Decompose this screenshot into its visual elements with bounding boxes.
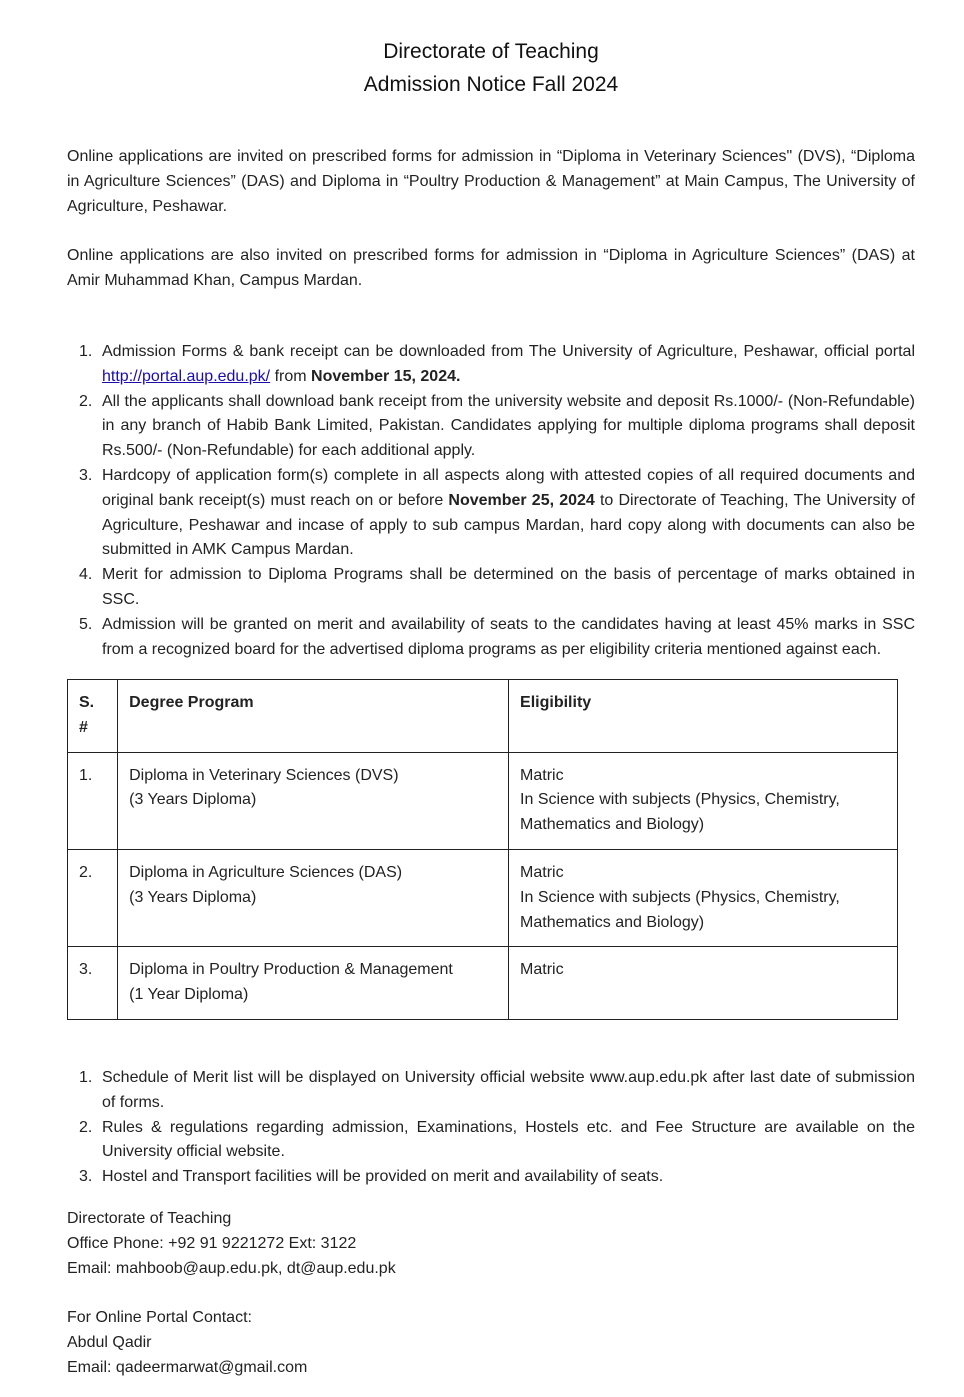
serial-cell: 3. (68, 947, 118, 1020)
list-number: 1. (79, 1069, 93, 1086)
list-number: 4. (79, 566, 93, 584)
instruction-text: to Directorate of Teaching, The University of Agriculture, Peshawar and incase of apply to sub campus Mardan, hard copy along with documents can also be submitted in AMK Campus Mardan. (102, 491, 915, 559)
contact-phone: Office Phone: +92 91 9221272 Ext: 3122 (67, 1234, 357, 1252)
note-text: Rules & regulations regarding admission, Examinations, Hostels etc. and Fee Structure are available on the University official website. (102, 1118, 915, 1161)
intro-paragraph-mardan-campus: Online applications are also invited on prescribed forms for admission in “Diploma in Agriculture Sciences” (DAS) at Amir Muhammad Khan, Campus Mardan. (67, 247, 915, 289)
program-name: Diploma in Agriculture Sciences (DAS) (129, 863, 403, 881)
programs-table (67, 679, 898, 1020)
list-number: 3. (79, 1168, 93, 1186)
contact-email: Email: mahboob@aup.edu.pk, dt@aup.edu.pk (67, 1259, 396, 1277)
header-organization: Directorate of Teaching (383, 40, 599, 63)
note-item-2 (79, 1116, 915, 1166)
directorate-contact-block (67, 1207, 915, 1281)
instruction-item-5 (79, 613, 915, 663)
program-name: Diploma in Veterinary Sciences (DVS) (129, 766, 399, 784)
intro-paragraph-main-campus: Online applications are invited on prescribed forms for admission in “Diploma in Veterinary Sciences" (DVS), “Diploma in Agriculture Sciences” (DAS) and Diploma in “Poultry Production & Management” at Main Campus, The University of Agriculture, Peshawar. (67, 148, 915, 215)
eligibility-subjects: In Science with subjects (Physics, Chemistry, Mathematics and Biology) (520, 888, 840, 931)
table-row (68, 752, 898, 849)
instruction-text: Merit for admission to Diploma Programs shall be determined on the basis of percentage of marks obtained in SSC. (102, 566, 915, 608)
program-duration: (1 Year Diploma) (129, 986, 249, 1004)
eligibility-level: Matric (520, 961, 564, 979)
note-text: Hostel and Transport facilities will be provided on merit and availability of seats. (102, 1168, 664, 1186)
list-number: 2. (79, 1118, 93, 1136)
table-header-row (68, 680, 898, 753)
eligibility-level: Matric (520, 766, 564, 784)
eligibility-cell (509, 752, 898, 849)
list-number: 3. (79, 466, 93, 484)
list-number: 2. (79, 392, 93, 410)
instructions-list (67, 340, 915, 662)
instruction-item-1 (79, 340, 915, 390)
instruction-text: from (270, 367, 312, 385)
program-cell (118, 947, 509, 1020)
contact-office: Directorate of Teaching (67, 1210, 232, 1227)
note-item-3 (79, 1165, 915, 1190)
eligibility-cell (509, 849, 898, 946)
header-eligibility: Eligibility (509, 680, 898, 753)
portal-contact-block (67, 1306, 915, 1380)
notice-header (0, 35, 964, 101)
eligibility-subjects: In Science with subjects (Physics, Chemistry, Mathematics and Biology) (520, 791, 840, 834)
portal-link[interactable]: http://portal.aup.edu.pk/ (102, 367, 271, 385)
portal-contact-heading: For Online Portal Contact: (67, 1309, 252, 1326)
note-item-1 (79, 1066, 915, 1116)
deadline-date: November 25, 2024 (448, 491, 595, 509)
instruction-text: Admission Forms & bank receipt can be downloaded from The University of Agriculture, Peshawar, official portal (102, 343, 915, 360)
header-degree-program: Degree Program (118, 680, 509, 753)
instruction-text: Hardcopy of application form(s) complete in all aspects along with attested copies of all required documents and original bank receipt(s) must reach on or before (102, 466, 915, 509)
instruction-item-2 (79, 390, 915, 464)
list-number: 5. (79, 615, 93, 633)
instruction-text: Admission will be granted on merit and availability of seats to the candidates having at least 45% marks in SSC from a recognized board for the advertised diploma programs as per eligibility criteria mentioned against each. (102, 615, 915, 658)
instruction-text: All the applicants shall download bank receipt from the university website and deposit Rs.1000/- (Non-Refundable) in any branch of Habib Bank Limited, Pakistan. Candidates applying for multiple diploma programs shall deposit Rs.500/- (Non-Refundable) for each additional apply. (102, 392, 915, 460)
table-row (68, 849, 898, 946)
header-serial: S. # (68, 680, 118, 753)
program-cell (118, 849, 509, 946)
table-row (68, 947, 898, 1020)
instruction-item-3 (79, 464, 915, 563)
serial-cell: 2. (68, 849, 118, 946)
list-number: 1. (79, 343, 93, 360)
note-text: Schedule of Merit list will be displayed on University official website www.aup.edu.pk after last date of submission of forms. (102, 1069, 915, 1111)
download-date: November 15, 2024. (311, 367, 461, 385)
eligibility-cell (509, 947, 898, 1020)
instruction-item-4 (79, 563, 915, 613)
portal-contact-email: Email: qadeermarwat@gmail.com (67, 1358, 308, 1376)
program-duration: (3 Years Diploma) (129, 791, 257, 809)
program-duration: (3 Years Diploma) (129, 888, 257, 906)
eligibility-level: Matric (520, 863, 564, 881)
header-notice-title: Admission Notice Fall 2024 (363, 73, 619, 96)
portal-contact-name: Abdul Qadir (67, 1333, 152, 1351)
notes-list (67, 1066, 915, 1190)
program-name: Diploma in Poultry Production & Management (129, 961, 453, 979)
program-cell (118, 752, 509, 849)
serial-cell: 1. (68, 752, 118, 849)
